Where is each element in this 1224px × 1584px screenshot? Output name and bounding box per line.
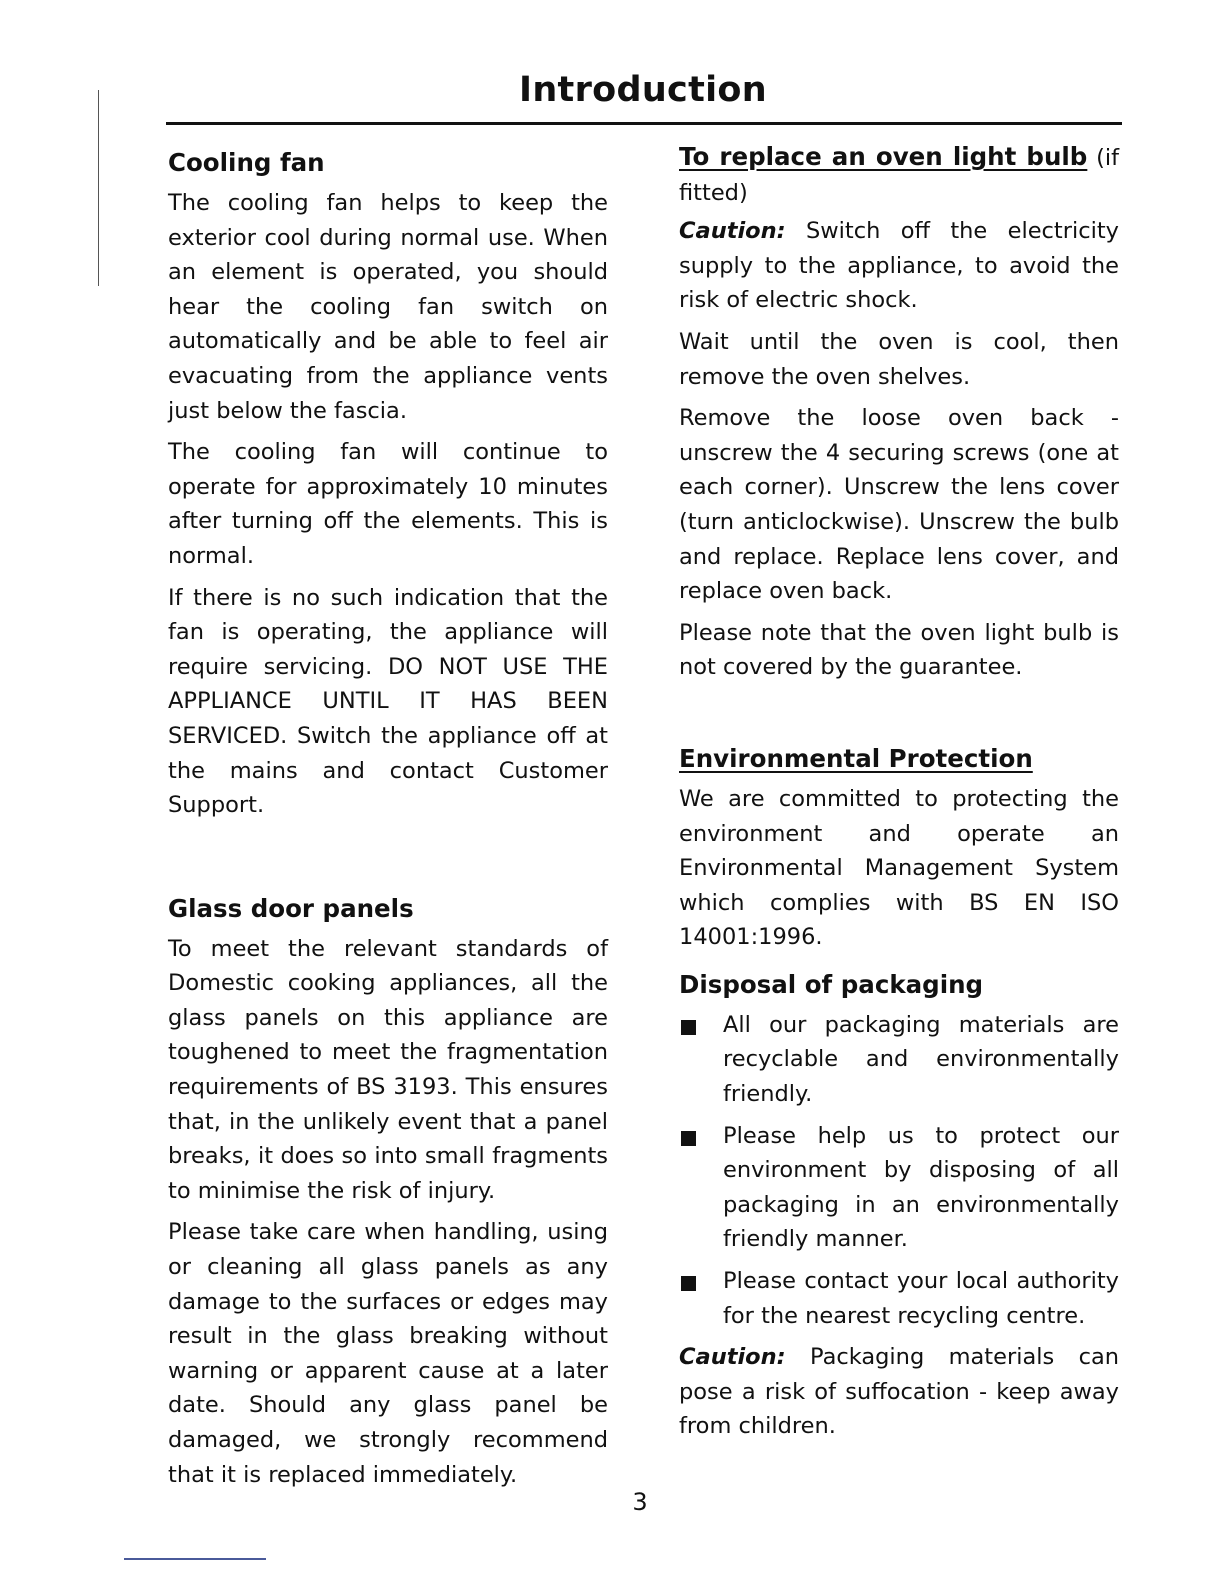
cooling-fan-section bbox=[168, 140, 608, 823]
title-rule bbox=[166, 122, 1122, 125]
disposal-caution-label: Caution: bbox=[679, 1344, 786, 1371]
bulb-caution-label: Caution: bbox=[679, 218, 786, 245]
environment-section bbox=[679, 736, 1119, 955]
environment-heading: Environmental Protection bbox=[679, 743, 1033, 773]
glass-door-heading: Glass door panels bbox=[168, 893, 414, 923]
page-number: 3 bbox=[632, 1488, 648, 1516]
cooling-fan-paragraph-2: The cooling fan will continue to operate for approximately 10 minutes after turning off the elements. This is normal. bbox=[168, 439, 608, 569]
cooling-fan-paragraph-1: The cooling fan helps to keep the exterior cool during normal use. When an element is operated, you should hear the cooling fan switch on automatically and be able to feel air evacuating from the appliance vents just below the fascia. bbox=[168, 190, 608, 424]
bulb-heading-line bbox=[679, 140, 1119, 210]
bullet-text: Please help us to protect our environment by disposing of all packaging in an environmentally friendly manner. bbox=[723, 1122, 1119, 1253]
bulb-section bbox=[679, 140, 1119, 685]
bottom-rule bbox=[124, 1558, 266, 1560]
bulb-caution bbox=[679, 214, 1119, 318]
square-bullet-icon bbox=[681, 1276, 696, 1291]
bullet-text: Please contact your local authority for the nearest recycling centre. bbox=[723, 1268, 1119, 1329]
glass-door-paragraph-2: Please take care when handling, using or cleaning all glass panels as any damage to the surfaces or edges may result in the glass breaking without warning or apparent cause at a later date. Should any glass panel be damaged, we strongly recommend that it is replaced immediately. bbox=[168, 1219, 608, 1488]
page-title: Introduction bbox=[519, 70, 767, 110]
list-item bbox=[679, 1264, 1119, 1333]
disposal-caution-text: Packaging materials can pose a risk of suffocation - keep away from children. bbox=[679, 1344, 1119, 1440]
cooling-fan-heading: Cooling fan bbox=[168, 148, 325, 177]
bulb-paragraph-4: Please note that the oven light bulb is not covered by the guarantee. bbox=[679, 619, 1119, 681]
bulb-paragraph-2: Wait until the oven is cool, then remove the oven shelves. bbox=[679, 328, 1119, 390]
bulb-paragraph-3: Remove the loose oven back - unscrew the 4 securing screws (one at each corner). Unscrew the lens cover (turn anticlockwise). Unscrew the bulb and replace. Replace lens cover, and replace oven back. bbox=[679, 405, 1119, 605]
disposal-section bbox=[679, 962, 1119, 1444]
glass-door-paragraph-1: To meet the relevant standards of Domestic cooking appliances, all the glass panels on this appliance are toughened to meet the fragmentation requirements of BS 3193. This ensures that, in the unlikely event that a panel breaks, it does so into small fragments to minimise the risk of injury. bbox=[168, 935, 608, 1204]
square-bullet-icon bbox=[681, 1020, 696, 1035]
bulb-caution-text: Switch off the electricity supply to the appliance, to avoid the risk of electric shock. bbox=[679, 218, 1119, 314]
cooling-fan-paragraph-3: If there is no such indication that the fan is operating, the appliance will require servicing. DO NOT USE THE APPLIANCE UNTIL IT HAS BEEN SERVICED. Switch the appliance off at the mains and contact Customer Support. bbox=[168, 584, 608, 819]
bullet-text: All our packaging materials are recyclable and environmentally friendly. bbox=[723, 1011, 1119, 1108]
right-column bbox=[679, 140, 1119, 1451]
disposal-bullet-list bbox=[679, 1008, 1119, 1333]
bulb-heading: To replace an oven light bulb bbox=[679, 142, 1088, 171]
square-bullet-icon bbox=[681, 1131, 696, 1146]
disposal-caution bbox=[679, 1340, 1119, 1444]
list-item bbox=[679, 1119, 1119, 1257]
environment-paragraph: We are committed to protecting the environment and operate an Environmental Management System which complies with BS EN ISO 14001:1996. bbox=[679, 785, 1119, 951]
glass-door-section bbox=[168, 886, 608, 1493]
bulb-heading-suffix: (if fitted) bbox=[679, 145, 1120, 206]
disposal-heading: Disposal of packaging bbox=[679, 969, 984, 999]
margin-mark bbox=[98, 90, 99, 286]
list-item bbox=[679, 1008, 1119, 1112]
left-column bbox=[168, 140, 608, 1499]
